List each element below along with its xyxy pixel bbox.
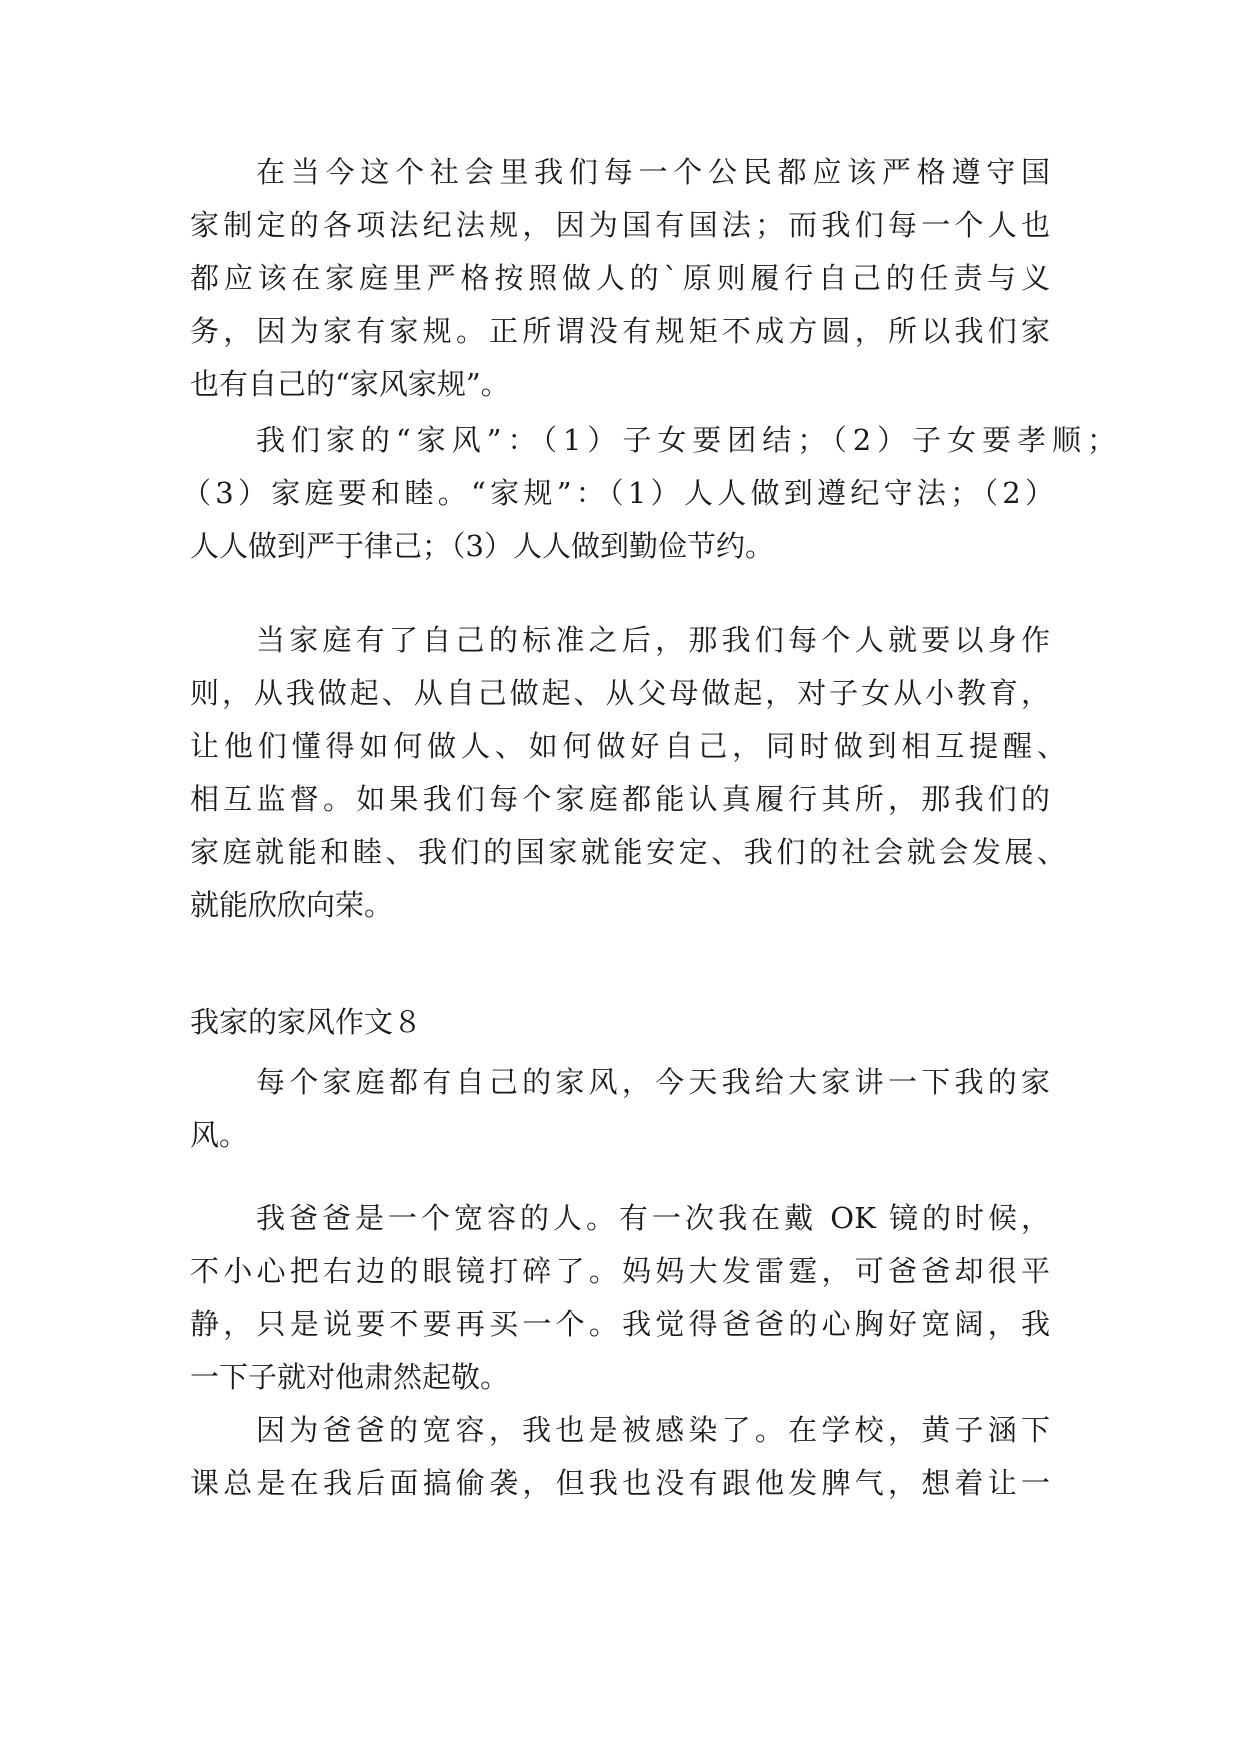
text-line: 在当今这个社会里我们每一个公民都应该严格遵守国 [256, 155, 1050, 189]
text-line: 就能欣欣向荣。 [190, 888, 394, 922]
text-line: 家庭就能和睦、我们的国家就能安定、我们的社会就会发展、 [190, 835, 1066, 869]
section-title: 我家的家风作文８ [190, 1005, 423, 1039]
text-line: 都应该在家庭里严格按照做人的`原则履行自己的任责与义 [190, 261, 1050, 295]
text-line: 也有自己的“家风家规”。 [190, 367, 510, 401]
text-line: 务，因为家有家规。正所谓没有规矩不成方圆，所以我们家 [190, 314, 1050, 348]
text-line: 课总是在我后面搞偷袭，但我也没有跟他发脾气，想着让一 [190, 1466, 1050, 1500]
text-line: 我爸爸是一个宽容的人。有一次我在戴 OK 镜的时候， [256, 1201, 1050, 1235]
text-line: 家制定的各项法纪法规，因为国有国法；而我们每一个人也 [190, 208, 1050, 242]
text-line: 让他们懂得如何做人、如何做好自己，同时做到相互提醒、 [190, 729, 1066, 763]
text-line: 因为爸爸的宽容，我也是被感染了。在学校，黄子涵下 [256, 1413, 1050, 1447]
text-line: 风。 [190, 1118, 249, 1152]
text-line: （3）家庭要和睦。“家规”：（1）人人做到遵纪守法；（2） [182, 476, 1054, 510]
text-line: 每个家庭都有自己的家风，今天我给大家讲一下我的家 [256, 1065, 1050, 1099]
text-line: 人人做到严于律己；（3）人人做到勤俭节约。 [190, 529, 774, 563]
text-line: 静，只是说要不要再买一个。我觉得爸爸的心胸好宽阔，我 [190, 1307, 1050, 1341]
text-line: 当家庭有了自己的标准之后，那我们每个人就要以身作 [256, 623, 1050, 657]
text-line: 一下子就对他肃然起敬。 [190, 1360, 510, 1394]
text-line: 相互监督。如果我们每个家庭都能认真履行其所，那我们的 [190, 782, 1050, 816]
text-line: 则，从我做起、从自己做起、从父母做起，对子女从小教育， [190, 676, 1050, 710]
text-line: 不小心把右边的眼镜打碎了。妈妈大发雷霆，可爸爸却很平 [190, 1254, 1050, 1288]
text-line: 我们家的“家风”：（1）子女要团结；（2）子女要孝顺； [256, 423, 1116, 457]
